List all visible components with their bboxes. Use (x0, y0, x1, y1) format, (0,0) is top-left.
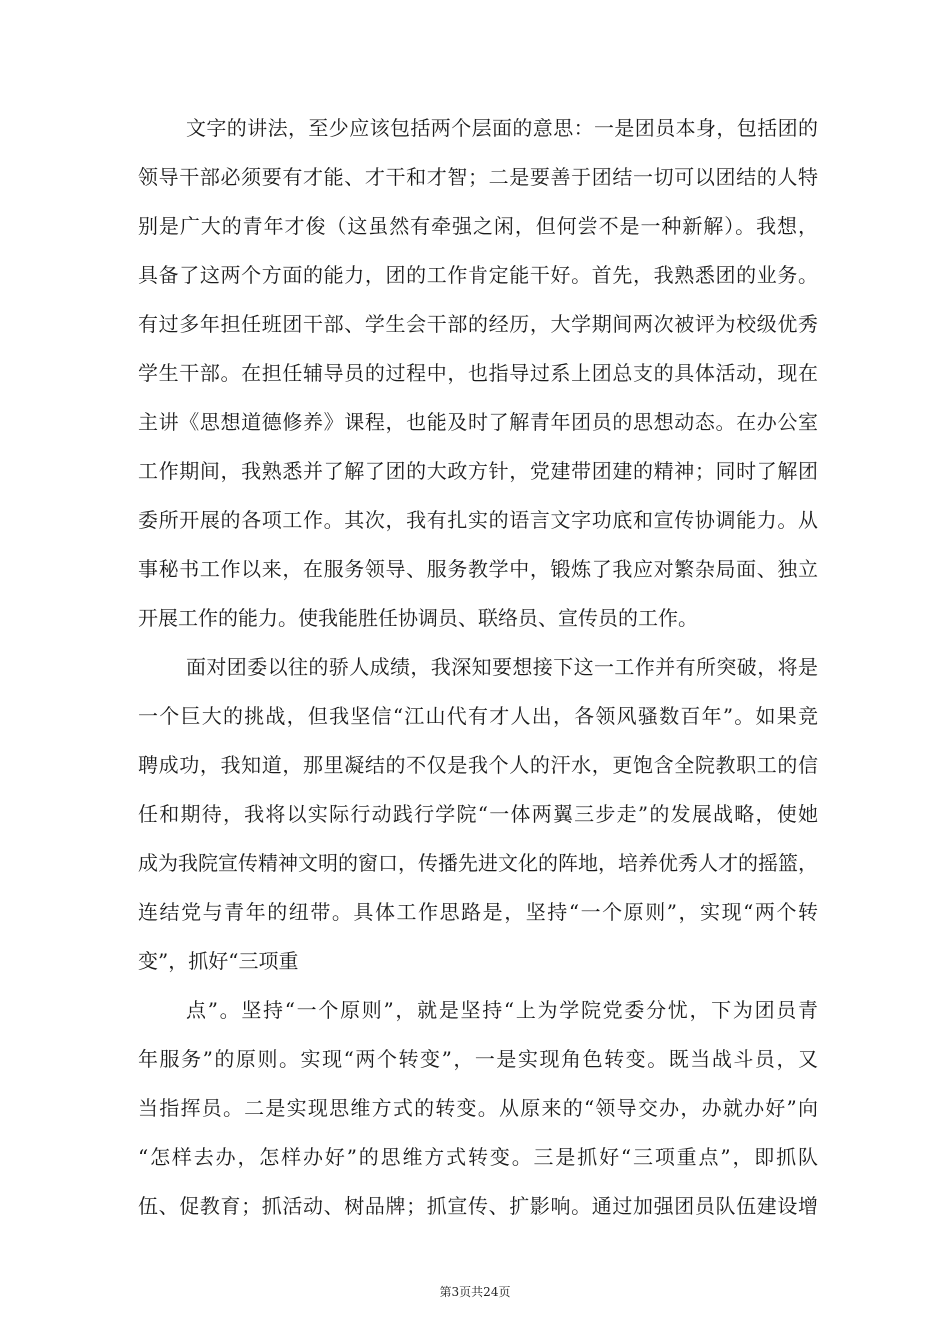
paragraph-1-line-6: 学生干部。在担任辅导员的过程中，也指导过系上团总支的具体活动，现在 (138, 361, 818, 385)
paragraph-3-line-5: 伍、促教育；抓活动、树品牌；抓宣传、扩影响。通过加强团员队伍建设增 (138, 1194, 818, 1218)
paragraph-2-line-7: 变”，抓好“三项重 (138, 949, 299, 973)
paragraph-1-line-10: 事秘书工作以来，在服务领导、服务教学中，锻炼了我应对繁杂局面、独立 (138, 557, 818, 581)
paragraph-3-line-4: “怎样去办，怎样办好”的思维方式转变。三是抓好“三项重点”，即抓队 (138, 1145, 818, 1169)
paragraph-3-line-2: 年服务”的原则。实现“两个转变”，一是实现角色转变。既当战斗员，又 (138, 1047, 818, 1071)
paragraph-2-line-5: 成为我院宣传精神文明的窗口，传播先进文化的阵地，培养优秀人才的摇篮， (138, 851, 818, 875)
paragraph-1-line-4: 具备了这两个方面的能力，团的工作肯定能干好。首先，我熟悉团的业务。 (138, 263, 818, 287)
paragraph-1-line-1: 文字的讲法，至少应该包括两个层面的意思：一是团员本身，包括团的 (186, 116, 818, 140)
paragraph-2-line-4: 任和期待，我将以实际行动践行学院“一体两翼三步走”的发展战略，使她 (138, 802, 818, 826)
paragraph-3-line-1: 点”。坚持“一个原则”，就是坚持“上为学院党委分忧，下为团员青 (186, 998, 818, 1022)
paragraph-1-line-3: 别是广大的青年才俊（这虽然有牵强之闲，但何尝不是一种新解）。我想， (138, 214, 818, 238)
paragraph-2-line-6: 连结党与青年的纽带。具体工作思路是，坚持“一个原则”，实现“两个转 (138, 900, 818, 924)
paragraph-1-line-7: 主讲《思想道德修养》课程，也能及时了解青年团员的思想动态。在办公室 (138, 410, 818, 434)
page-number-footer: 第3页共24页 (439, 1285, 511, 1299)
paragraph-1-line-9: 委所开展的各项工作。其次，我有扎实的语言文字功底和宣传协调能力。从 (138, 508, 818, 532)
paragraph-3-line-3: 当指挥员。二是实现思维方式的转变。从原来的“领导交办，办就办好”向 (138, 1096, 818, 1120)
paragraph-2-line-3: 聘成功，我知道，那里凝结的不仅是我个人的汗水，更饱含全院教职工的信 (138, 753, 818, 777)
paragraph-2-line-1: 面对团委以往的骄人成绩，我深知要想接下这一工作并有所突破，将是 (186, 655, 818, 679)
paragraph-1-line-11: 开展工作的能力。使我能胜任协调员、联络员、宣传员的工作。 (138, 606, 698, 630)
paragraph-1-line-8: 工作期间，我熟悉并了解了团的大政方针，党建带团建的精神；同时了解团 (138, 459, 818, 483)
paragraph-1-line-5: 有过多年担任班团干部、学生会干部的经历，大学期间两次被评为校级优秀 (138, 312, 818, 336)
paragraph-2-line-2: 一个巨大的挑战，但我坚信“江山代有才人出，各领风骚数百年”。如果竞 (138, 704, 818, 728)
paragraph-1-line-2: 领导干部必须要有才能、才干和才智；二是要善于团结一切可以团结的人特 (138, 165, 818, 189)
